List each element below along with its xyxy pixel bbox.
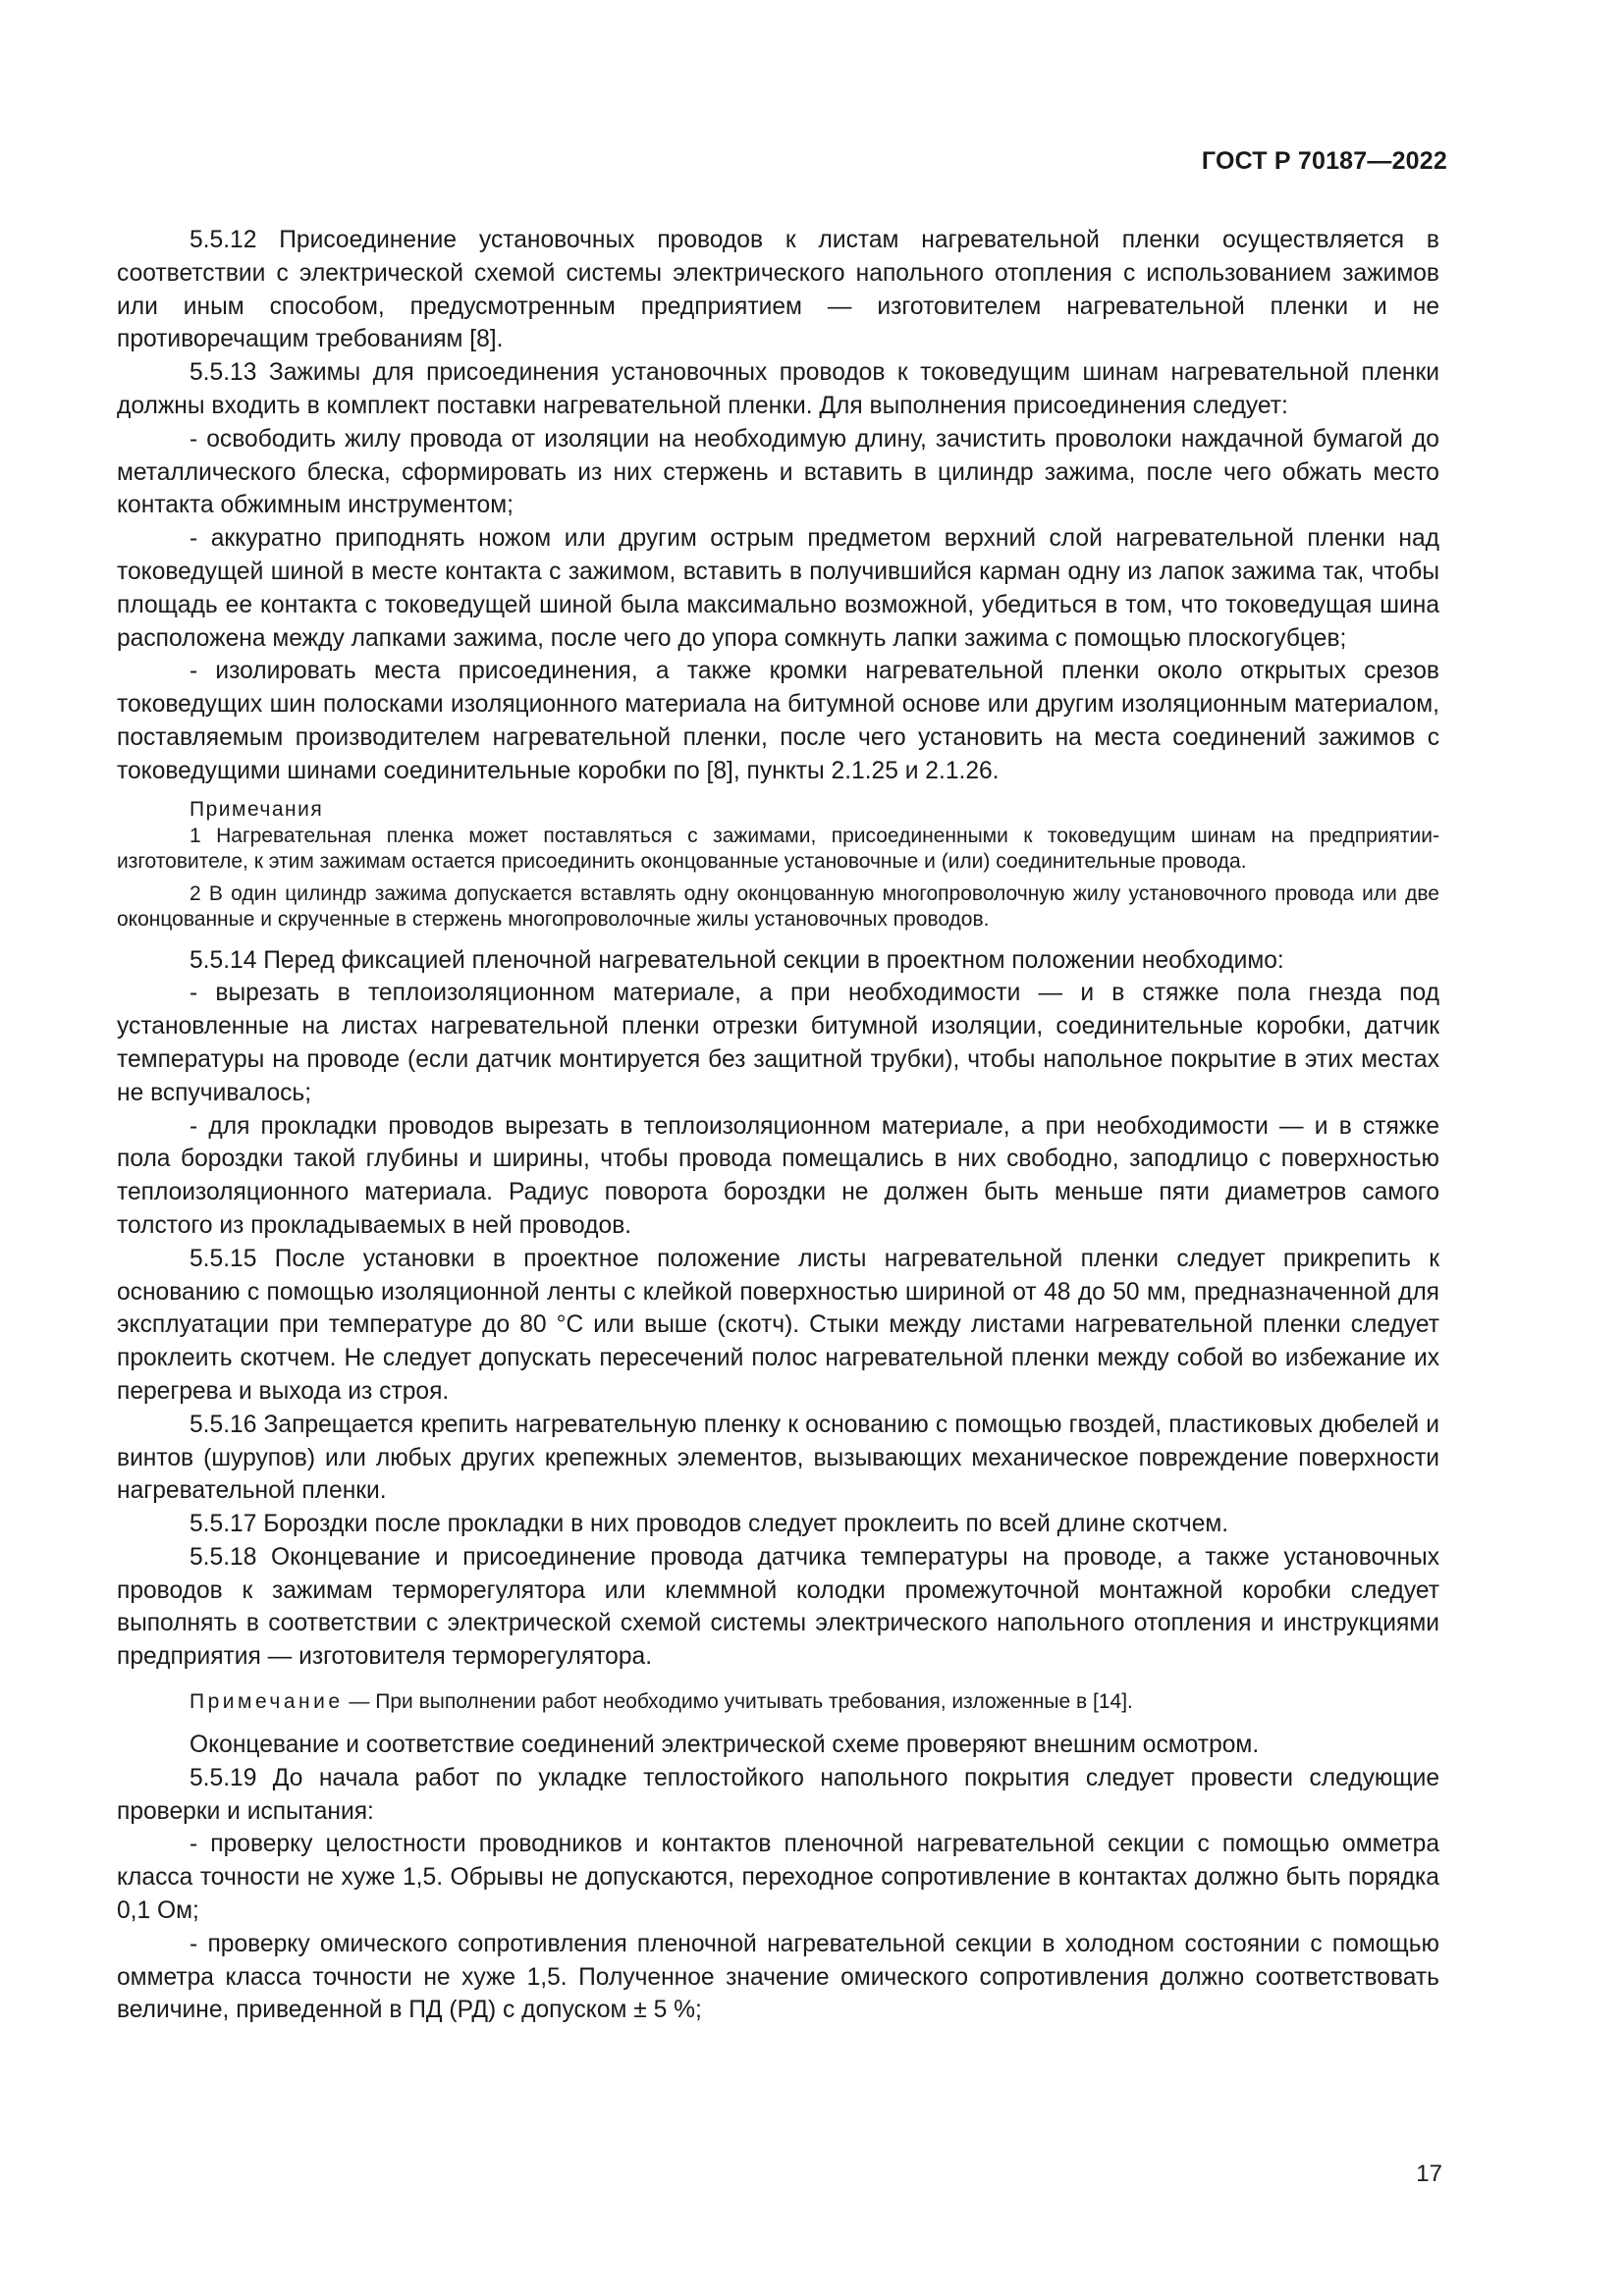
list-item-insulate: - изолировать места присоединения, а также кромки нагревательной пленки около открытых срезов токоведущих шин полосками изоляционного материала на битумной основе или другим изоляционным материалом, поставляемым производителем нагревательной пленки, после чего установить на места соединений зажимов с токоведущими шинами соединительные коробки по [8], пункты 2.1.25 и 2.1.26. <box>117 658 1439 784</box>
paragraph-inspection: Оконцевание и соответствие соединений электрической схеме проверяют внешним осмотром. <box>189 1732 1260 1759</box>
list-item-resistance-check: - проверку омического сопротивления пленочной нагревательной секции в холодном состоянии с помощью омметра класса точности не хуже 1,5. Полученное значение омического сопротивления должно соответствовать величине, приведенной в ПД (РД) с допуском ± 5 %; <box>117 1930 1439 2024</box>
paragraph-5-5-15: 5.5.15 После установки в проектное положение листы нагревательной пленки следует прикрепить к основанию с помощью изоляционной ленты с клейкой поверхностью шириной от 48 до 50 мм, предназначенной для эксплуатации при температуре до 80 °С или выше (скотч). Стыки между листами нагревательной пленки следует проклеить скотчем. Не следует допускать пересечений полос нагревательной пленки между собой во избежание их перегрева и выхода из строя. <box>117 1245 1439 1405</box>
paragraph-5-5-14: 5.5.14 Перед фиксацией пленочной нагревательной секции в проектном положении необходимо: <box>189 946 1284 974</box>
inline-note-label: Примечание <box>189 1690 344 1714</box>
inline-note <box>117 1687 1439 1717</box>
paragraph-5-5-12: 5.5.12 Присоединение установочных проводов к листам нагревательной пленки осуществляется в соответствии с электрической схемой системы электрического напольного отопления с использованием зажимов или иным способом, предусмотренным предприятием — изготовителем нагревательной пленки и не противоречащим требованиям [8]. <box>117 227 1439 353</box>
list-item-lift-film: - аккуратно приподнять ножом или другим острым предметом верхний слой нагревательной пленки над токоведущей шиной в месте контакта с зажимом, вставить в получившийся карман одну из лапок зажима так, чтобы площадь ее контакта с токоведущей шиной была максимально возможной, убедиться в том, что токоведущая шина расположена между лапками зажима, после чего до упора сомкнуть лапки зажима с помощью плоскогубцев; <box>117 525 1439 652</box>
note-1: 1 Нагревательная пленка может поставляться с зажимами, присоединенными к токоведущим шинам на предприятии-изготовителе, к этим зажимам остается присоединить оконцованные установочные и (или) соединительные провода. <box>117 824 1439 873</box>
paragraph-5-5-18: 5.5.18 Оконцевание и присоединение провода датчика температуры на проводе, а также установочных проводов к зажимам терморегулятора или клеммной колодки промежуточной монтажной коробки следует выполнять в соответствии с электрической схемой системы электрического напольного отопления и инструкциями предприятия — изготовителя терморегулятора. <box>117 1543 1439 1671</box>
paragraph-5-5-13: 5.5.13 Зажимы для присоединения установочных проводов к токоведущим шинам нагревательной пленки должны входить в комплект поставки нагревательной пленки. Для выполнения присоединения следует: <box>117 359 1439 419</box>
paragraph-5-5-17: 5.5.17 Бороздки после прокладки в них проводов следует проклеить по всей длине скотчем. <box>189 1511 1229 1538</box>
list-item-cut-grooves: - для прокладки проводов вырезать в теплоизоляционном материале, а при необходимости — и в стяжке пола бороздки такой глубины и ширины, чтобы провода помещались в них свободно, заподлицо с поверхностью теплоизоляционного материала. Радиус поворота бороздки не должен быть меньше пяти диаметров самого толстого из прокладываемых в ней проводов. <box>117 1112 1439 1239</box>
paragraph-5-5-16: 5.5.16 Запрещается крепить нагревательную пленку к основанию с помощью гвоздей, пластиковых дюбелей и винтов (шурупов) или любых других крепежных элементов, вызывающих механическое повреждение поверхности нагревательной пленки. <box>117 1411 1439 1505</box>
page-number: 17 <box>1416 2161 1442 2187</box>
paragraph-5-5-19: 5.5.19 До начала работ по укладке теплостойкого напольного покрытия следует провести следующие проверки и испытания: <box>117 1764 1439 1825</box>
list-item-continuity-check: - проверку целостности проводников и контактов пленочной нагревательной секции с помощью омметра класса точности не хуже 1,5. Обрывы не допускаются, переходное сопротивление в контактах должно быть порядка 0,1 Ом; <box>117 1831 1439 1925</box>
list-item-cut-slots: - вырезать в теплоизоляционном материале, а при необходимости — и в стяжке пола гнезда под установленные на листах нагревательной пленки отрезки битумной изоляции, соединительные коробки, датчик температуры на проводе (если датчик монтируется без защитной трубки), чтобы напольное покрытие в этих местах не вспучивалось; <box>117 980 1439 1106</box>
note-2: 2 В один цилиндр зажима допускается вставлять одну оконцованную многопроволочную жилу установочного провода или две оконцованные и скрученные в стержень многопроволочные жилы установочных проводов. <box>117 881 1439 931</box>
document-body <box>117 224 1439 2027</box>
inline-note-text: — При выполнении работ необходимо учитывать требования, изложенные в [14]. <box>343 1690 1133 1714</box>
list-item-strip-wire: - освободить жилу провода от изоляции на необходимую длину, зачистить проволоки наждачной бумагой до металлического блеска, сформировать из них стержень и вставить в цилиндр зажима, после чего обжать место контакта обжимным инструментом; <box>117 425 1439 519</box>
notes-heading: Примечания <box>189 797 324 821</box>
document-code: ГОСТ Р 70187—2022 <box>1201 147 1447 175</box>
